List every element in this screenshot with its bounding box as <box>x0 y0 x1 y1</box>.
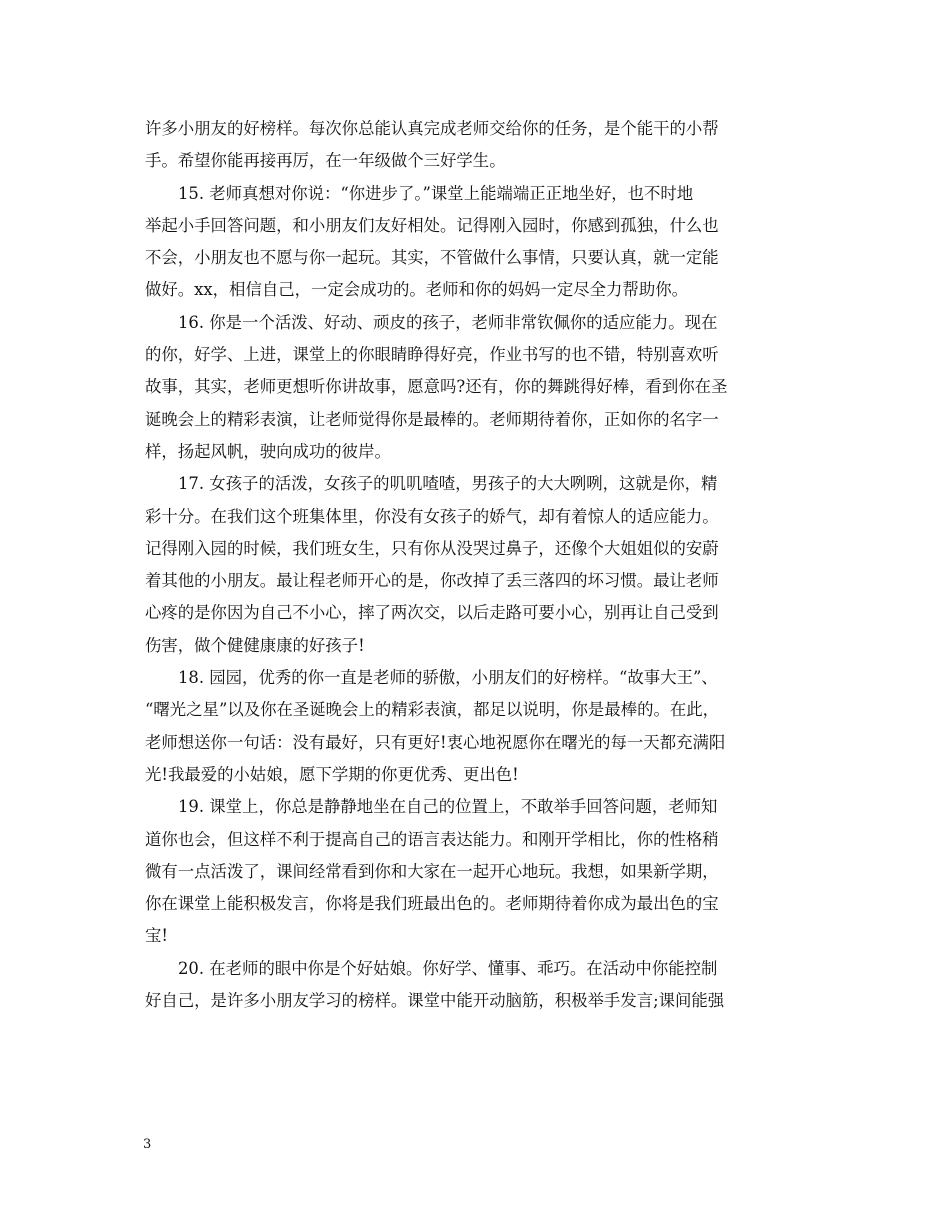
text-line: 的你，好学、上进，课堂上的你眼睛睁得好亮，作业书写的也不错，特别喜欢听 <box>145 345 719 365</box>
text-line: 微有一点活泼了，课间经常看到你和大家在一起开心地玩。我想，如果新学期， <box>145 861 719 881</box>
paragraph-start-line: 18. 园园，优秀的你一直是老师的骄傲，小朋友们的好榜样。“故事大王”、 <box>178 668 718 688</box>
text-line: 道你也会，但这样不利于提高自己的语言表达能力。和刚开学相比，你的性格稍 <box>145 829 719 849</box>
text-line: 伤害，做个健健康康的好孩子! <box>145 635 365 655</box>
text-line: 举起小手回答问题，和小朋友们友好相处。记得刚入园时，你感到孤独，什么也 <box>145 215 719 235</box>
text-line: 心疼的是你因为自己不小心，摔了两次交，以后走路可要小心，别再让自己受到 <box>145 603 719 623</box>
text-line: 做好。xx，相信自己，一定会成功的。老师和你的妈妈一定尽全力帮助你。 <box>145 280 688 300</box>
paragraph-start-line: 17. 女孩子的活泼，女孩子的叽叽喳喳，男孩子的大大咧咧，这就是你，精 <box>178 474 718 494</box>
paragraph-start-line: 20. 在老师的眼中你是个好姑娘。你好学、懂事、乖巧。在活动中你能控制 <box>178 958 718 978</box>
text-line: 样，扬起风帆，驶向成功的彼岸。 <box>145 441 391 461</box>
text-line: 你在课堂上能积极发言，你将是我们班最出色的。老师期待着你成为最出色的宝 <box>145 894 719 914</box>
text-line: 记得刚入园的时候，我们班女生，只有你从没哭过鼻子，还像个大姐姐似的安蔚 <box>145 538 719 558</box>
text-line: 不会，小朋友也不愿与你一起玩。其实，不管做什么事情，只要认真，就一定能 <box>145 248 719 268</box>
text-line: 故事，其实，老师更想听你讲故事，愿意吗?还有，你的舞跳得好棒，看到你在圣 <box>145 377 728 397</box>
text-line: “曙光之星”以及你在圣诞晚会上的精彩表演，都足以说明，你是最棒的。在此， <box>145 700 720 720</box>
text-line: 诞晚会上的精彩表演，让老师觉得你是最棒的。老师期待着你，正如你的名字一 <box>145 409 719 429</box>
text-line: 着其他的小朋友。最让程老师开心的是，你改掉了丢三落四的坏习惯。最让老师 <box>145 571 719 591</box>
paragraph-start-line: 16. 你是一个活泼、好动、顽皮的孩子，老师非常钦佩你的适应能力。现在 <box>178 312 718 332</box>
text-line: 彩十分。在我们这个班集体里，你没有女孩子的娇气，却有着惊人的适应能力。 <box>145 506 719 526</box>
body-text <box>145 113 810 1017</box>
page-number: 3 <box>143 1137 152 1152</box>
paragraph-start-line: 19. 课堂上，你总是静静地坐在自己的位置上，不敢举手回答问题，老师知 <box>178 797 718 817</box>
paragraph-start-line: 15. 老师真想对你说：“你进步了。”课堂上能端端正正地坐好，也不时地 <box>178 183 694 203</box>
text-line: 许多小朋友的好榜样。每次你总能认真完成老师交给你的任务，是个能干的小帮 <box>145 119 719 138</box>
text-line: 好自己，是许多小朋友学习的榜样。课堂中能开动脑筋，积极举手发言;课间能强 <box>145 991 725 1011</box>
text-line: 宝! <box>145 926 168 946</box>
text-line: 光!我最爱的小姑娘，愿下学期的你更优秀、更出色! <box>145 764 519 784</box>
text-line: 手。希望你能再接再厉，在一年级做个三好学生。 <box>145 151 506 171</box>
text-line: 老师想送你一句话：没有最好，只有更好!衷心地祝愿你在曙光的每一天都充满阳 <box>145 732 726 752</box>
